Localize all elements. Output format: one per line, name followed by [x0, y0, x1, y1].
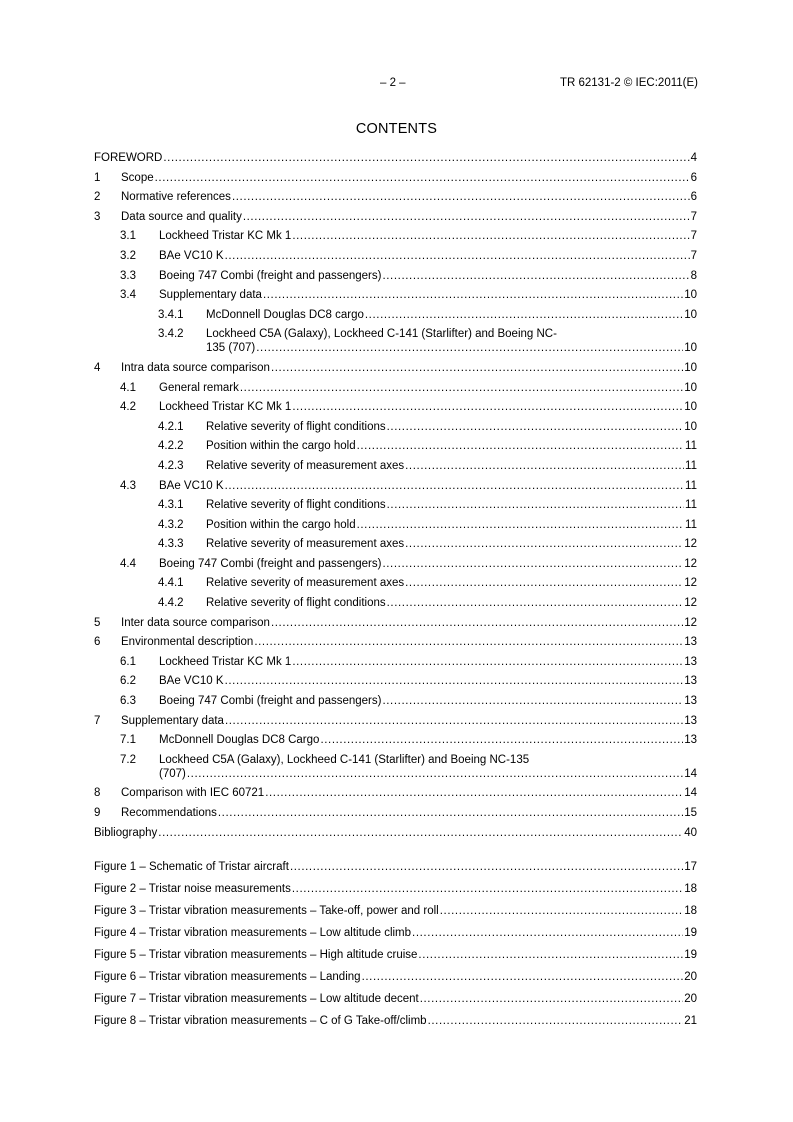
dot-leader: [271, 361, 683, 375]
toc-entry-text: Relative severity of measurement axes: [206, 577, 405, 590]
toc-entry-text: Lockheed Tristar KC Mk 1: [159, 401, 292, 414]
toc-entry-page: 10: [684, 381, 697, 394]
toc-entry-page: 12: [684, 616, 697, 629]
toc-entry-number: 3.4: [120, 289, 136, 302]
dot-leader: [163, 151, 689, 165]
toc-entry-text: BAe VC10 K: [159, 675, 224, 688]
toc-entry-4-4-1[interactable]: [94, 576, 697, 590]
toc-entry-3-4[interactable]: [94, 288, 697, 302]
toc-entry-text: BAe VC10 K: [159, 479, 224, 492]
figure-entry-page: 18: [684, 905, 697, 918]
toc-entry-number: 4.3.1: [158, 499, 184, 512]
dot-leader: [292, 229, 689, 243]
toc-entry-text: McDonnell Douglas DC8 cargo: [206, 308, 364, 321]
toc-entry-4-1[interactable]: [94, 381, 697, 395]
dot-leader: [187, 767, 683, 781]
toc-entry-page: 7: [690, 210, 697, 223]
dot-leader: [265, 786, 683, 800]
figure-entry-3[interactable]: [94, 904, 697, 918]
figure-entry-page: 17: [684, 861, 697, 874]
toc-entry-page: 40: [684, 826, 697, 839]
toc-entry-page: 10: [684, 289, 697, 302]
figure-entry-text: Figure 4 – Tristar vibration measurements – Low altitude climb: [94, 927, 412, 940]
dot-leader: [243, 210, 690, 224]
toc-entry-4-3[interactable]: [94, 479, 697, 493]
toc-entry-text: Lockheed Tristar KC Mk 1: [159, 655, 292, 668]
toc-entry-page: 11: [685, 479, 697, 492]
toc-entry-6-3[interactable]: [94, 694, 697, 708]
toc-entry-page: 7: [690, 230, 697, 243]
toc-entry-page: 10: [684, 361, 697, 374]
dot-leader: [387, 498, 684, 512]
toc-entry-page: 12: [684, 577, 697, 590]
figure-entry-text: Figure 6 – Tristar vibration measurements – Landing: [94, 971, 361, 984]
toc-entry-text: [206, 327, 697, 355]
figure-entry-1[interactable]: [94, 860, 697, 874]
toc-entry-number: 4.3.3: [158, 538, 184, 551]
toc-entry-text: Intra data source comparison: [121, 361, 270, 374]
toc-entry-number: 3.2: [120, 249, 136, 262]
dot-leader: [292, 655, 683, 669]
toc-entry-number: 7.2: [120, 753, 136, 766]
toc-entry-number: 5: [94, 616, 101, 629]
toc-entry-text: Supplementary data: [159, 289, 262, 302]
toc-entry-number: 6: [94, 636, 101, 649]
dot-leader: [225, 674, 684, 688]
toc-entry-page: 14: [684, 787, 697, 800]
figure-entry-text: Figure 8 – Tristar vibration measurements – C of G Take-off/climb: [94, 1015, 427, 1028]
toc-entry-page: 11: [685, 518, 697, 531]
figure-entry-7[interactable]: [94, 992, 697, 1006]
toc-entry-page: 10: [684, 308, 697, 321]
toc-entry-number: 4.2.2: [158, 440, 184, 453]
toc-entry-number: 4.2.3: [158, 459, 184, 472]
dot-leader: [362, 970, 684, 984]
section-gap: [94, 845, 697, 860]
toc-entry-3-4-1[interactable]: [94, 308, 697, 322]
toc-entry-4-3-1[interactable]: [94, 498, 697, 512]
dot-leader: [387, 420, 684, 434]
toc-entry-number: 4.4.1: [158, 577, 184, 590]
toc-entry-6-1[interactable]: [94, 655, 697, 669]
toc-entry-data-source[interactable]: [94, 210, 697, 224]
toc-entry-text: Data source and quality: [121, 210, 242, 223]
toc-entry-text: Inter data source comparison: [121, 616, 270, 629]
toc-entry-4-3-2[interactable]: [94, 518, 697, 532]
page-header: [0, 77, 793, 93]
toc-entry-text: Comparison with IEC 60721: [121, 787, 265, 800]
figure-entry-page: 18: [684, 883, 697, 896]
toc-entry-page: 13: [684, 695, 697, 708]
toc-entry-4-4-2[interactable]: [94, 596, 697, 610]
toc-entry-page: 10: [684, 342, 697, 355]
toc-entry-text: Relative severity of flight conditions: [206, 420, 386, 433]
toc-entry-number: 4: [94, 361, 101, 374]
toc-entry-text: [159, 753, 697, 781]
toc-entry-number: 8: [94, 787, 101, 800]
dot-leader: [254, 635, 683, 649]
contents-title: CONTENTS: [355, 121, 438, 137]
toc-entry-page: 6: [690, 171, 697, 184]
toc-entry-text: Position within the cargo hold: [206, 518, 356, 531]
dot-leader: [271, 616, 683, 630]
figure-entry-4[interactable]: [94, 926, 697, 940]
toc-entry-text: Bibliography: [94, 826, 158, 839]
toc-entry-page: 14: [684, 767, 697, 780]
figure-entry-2[interactable]: [94, 882, 697, 896]
toc-entry-text: Scope: [121, 171, 154, 184]
toc-entry-number: 4.2.1: [158, 420, 184, 433]
toc-entry-text: McDonnell Douglas DC8 Cargo: [159, 734, 320, 747]
toc-entry-supplementary-data[interactable]: [94, 714, 697, 728]
toc-entry-4-3-3[interactable]: [94, 537, 697, 551]
toc-entry-number: 3.4.1: [158, 308, 184, 321]
toc-entry-inter-comparison[interactable]: [94, 616, 697, 630]
toc-entry-number: 4.4.2: [158, 597, 184, 610]
toc-entry-4-2[interactable]: [94, 400, 697, 414]
toc-entry-text: Relative severity of measurement axes: [206, 538, 405, 551]
toc-entry-4-4[interactable]: [94, 557, 697, 571]
dot-leader: [292, 882, 683, 896]
toc-entry-7-2[interactable]: [94, 753, 697, 781]
toc-entry-number: 3.1: [120, 230, 136, 243]
toc-entry-page: 12: [684, 557, 697, 570]
toc-entry-4-2-3[interactable]: [94, 459, 697, 473]
dot-leader: [418, 948, 683, 962]
toc-entry-text-line1: Lockheed C5A (Galaxy), Lockheed C-141 (Starlifter) and Boeing NC-135: [159, 753, 530, 766]
toc-entry-text: FOREWORD: [94, 152, 163, 164]
toc-entry-comparison-iec[interactable]: [94, 786, 697, 800]
toc-entry-number: 4.3.2: [158, 518, 184, 531]
toc-entry-page: 12: [684, 538, 697, 551]
toc-entry-page: 11: [685, 459, 697, 472]
dot-leader: [440, 904, 683, 918]
dot-leader: [412, 926, 683, 940]
toc-entry-page: 6: [690, 191, 697, 204]
toc-entry-scope[interactable]: [94, 171, 697, 185]
toc-entry-3-2[interactable]: [94, 249, 697, 263]
dot-leader: [357, 518, 684, 532]
toc-entry-page: 7: [690, 249, 697, 262]
page-number: – 2 –: [380, 77, 406, 89]
dot-leader: [405, 459, 684, 473]
toc-entry-intra-comparison[interactable]: [94, 361, 697, 375]
toc-entry-number: 6.1: [120, 655, 136, 668]
toc-entry-text: Boeing 747 Combi (freight and passengers): [159, 269, 382, 282]
toc-entry-number: 6.3: [120, 695, 136, 708]
figure-entry-page: 19: [684, 927, 697, 940]
toc-entry-normative-references[interactable]: [94, 190, 697, 204]
dot-leader: [263, 288, 683, 302]
dot-leader: [382, 557, 683, 571]
toc-entry-text: Boeing 747 Combi (freight and passengers): [159, 557, 382, 570]
toc-entry-page: 10: [684, 401, 697, 414]
toc-entry-number: 2: [94, 191, 101, 204]
toc-entry-page: 12: [684, 597, 697, 610]
dot-leader: [357, 439, 684, 453]
figure-entry-text: Figure 3 – Tristar vibration measurements – Take-off, power and roll: [94, 905, 439, 918]
toc-entry-3-1[interactable]: [94, 229, 697, 243]
toc-entry-page: 13: [684, 636, 697, 649]
document-reference: TR 62131-2 © IEC:2011(E): [559, 77, 698, 89]
toc-entry-foreword[interactable]: [94, 151, 697, 165]
table-of-contents: [94, 151, 697, 1036]
dot-leader: [292, 400, 683, 414]
toc-entry-number: 4.1: [120, 381, 136, 394]
toc-entry-number: 4.4: [120, 557, 136, 570]
toc-entry-page: 13: [684, 655, 697, 668]
toc-entry-page: 13: [684, 714, 697, 727]
toc-entry-text: Lockheed Tristar KC Mk 1: [159, 230, 292, 243]
toc-entry-4-2-1[interactable]: [94, 420, 697, 434]
dot-leader: [382, 694, 683, 708]
figure-entry-text: Figure 5 – Tristar vibration measurements – High altitude cruise: [94, 949, 418, 962]
toc-entry-text: Relative severity of measurement axes: [206, 459, 405, 472]
toc-entry-page: 11: [685, 440, 697, 453]
toc-entry-number: 1: [94, 171, 101, 184]
toc-entry-number: 7.1: [120, 734, 136, 747]
figure-entry-page: 19: [684, 949, 697, 962]
toc-entry-text: Recommendations: [121, 807, 217, 819]
toc-entry-text: Position within the cargo hold: [206, 440, 356, 453]
toc-entry-number: 6.2: [120, 675, 136, 688]
toc-entry-text: Boeing 747 Combi (freight and passengers): [159, 695, 382, 708]
dot-leader: [155, 171, 690, 185]
dot-leader: [405, 576, 683, 590]
toc-entry-text: Normative references: [121, 191, 231, 204]
toc-entry-text: Relative severity of flight conditions: [206, 499, 386, 512]
figure-entry-page: 21: [684, 1015, 697, 1028]
dot-leader: [405, 537, 683, 551]
toc-entry-page: 4: [690, 152, 697, 164]
toc-entry-text: BAe VC10 K: [159, 249, 224, 262]
figure-entry-text: Figure 2 – Tristar noise measurements: [94, 883, 291, 896]
dot-leader: [225, 479, 684, 493]
toc-entry-bibliography[interactable]: [94, 826, 697, 840]
figure-entry-6[interactable]: [94, 970, 697, 984]
toc-entry-text-line1: Lockheed C5A (Galaxy), Lockheed C-141 (Starlifter) and Boeing NC-: [206, 328, 557, 341]
toc-entry-4-2-2[interactable]: [94, 439, 697, 453]
dot-leader: [428, 1014, 684, 1028]
toc-entry-text: Supplementary data: [121, 714, 224, 727]
dot-leader: [240, 381, 683, 395]
toc-entry-7-1[interactable]: [94, 733, 697, 747]
toc-entry-number: 7: [94, 714, 101, 727]
toc-entry-page: 8: [690, 269, 697, 282]
toc-entry-number: 3: [94, 210, 101, 223]
dot-leader: [225, 249, 690, 263]
dot-leader: [387, 596, 684, 610]
toc-entry-3-4-2[interactable]: [94, 327, 697, 355]
toc-entry-page: 13: [684, 734, 697, 747]
toc-entry-text: General remark: [159, 381, 239, 394]
dot-leader: [225, 714, 683, 728]
dot-leader: [320, 733, 683, 747]
toc-entry-text-line2: 135 (707): [206, 342, 256, 355]
figure-entry-text: Figure 7 – Tristar vibration measurements – Low altitude decent: [94, 993, 419, 1006]
toc-entry-number: 4.3: [120, 479, 136, 492]
figure-entry-page: 20: [684, 993, 697, 1006]
dot-leader: [232, 190, 690, 204]
toc-entry-page: 13: [684, 675, 697, 688]
toc-entry-text-line2: (707): [159, 767, 186, 780]
toc-entry-number: 3.4.2: [158, 328, 184, 341]
dot-leader: [382, 269, 689, 283]
dot-leader: [290, 860, 683, 874]
dot-leader: [365, 308, 683, 322]
dot-leader: [218, 806, 683, 820]
figure-entry-page: 20: [684, 971, 697, 984]
toc-entry-page: 11: [685, 499, 697, 512]
figure-entry-8[interactable]: [94, 1014, 697, 1028]
figure-entry-5[interactable]: [94, 948, 697, 962]
dot-leader: [256, 341, 683, 355]
toc-entry-number: 4.2: [120, 401, 136, 414]
toc-entry-text: Environmental description: [121, 636, 254, 649]
figure-entry-text: Figure 1 – Schematic of Tristar aircraft: [94, 861, 289, 874]
toc-entry-number: 9: [94, 807, 101, 819]
toc-entry-6-2[interactable]: [94, 674, 697, 688]
toc-entry-page: 15: [684, 807, 697, 819]
toc-entry-page: 10: [684, 420, 697, 433]
toc-entry-number: 3.3: [120, 269, 136, 282]
toc-entry-3-3[interactable]: [94, 269, 697, 283]
toc-entry-text: Relative severity of flight conditions: [206, 597, 386, 610]
toc-entry-environmental-description[interactable]: [94, 635, 697, 649]
dot-leader: [420, 992, 683, 1006]
toc-entry-recommendations[interactable]: [94, 806, 697, 820]
dot-leader: [158, 826, 683, 840]
